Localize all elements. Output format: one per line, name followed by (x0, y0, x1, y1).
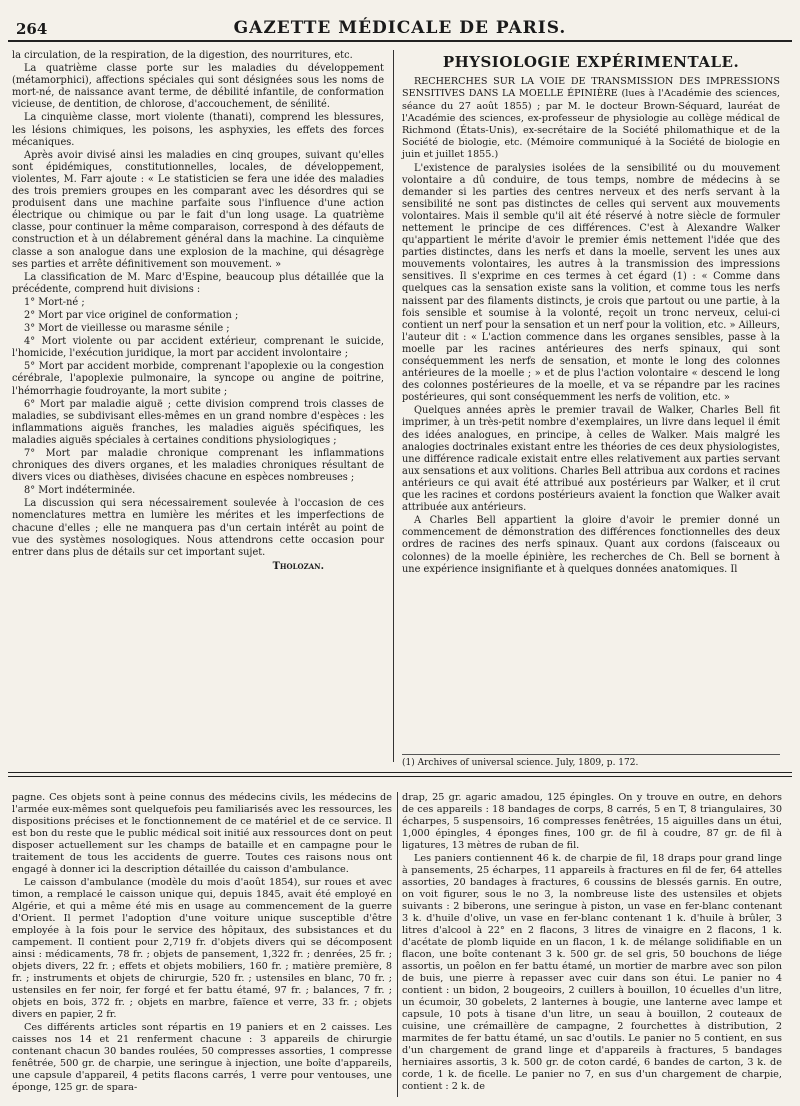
section-title: PHYSIOLOGIE EXPÉRIMENTALE. (442, 53, 740, 71)
paragraph: Les paniers contiennent 46 k. de charpie de fil, 18 draps pour grand linge à pansements, 25 écharpes, 11 appareils à fractures en fil de fer, 64 attelles assorties, 20 bandages à fractures, 6 coussins de blessés garnis. En outre, on voit figurer, sous le no 3, la nombreuse liste des ustensiles et objets suivants : 2 biberons, une seringue à piston, un vase en fer-blanc contenant 3 k. d'huile d'olive, un vase en fer-blanc contenant 1 k. d'huile à brûler, 3 litres d'alcool à 22° en 2 flacons, 3 litres de vinaigre en 2 flacons, 1 k. d'acétate de plomb liquide en un flacon, 1 k. de mélange solidifiable en un flacon, une boîte contenant 3 k. 500 gr. de sel gris, 50 bouchons de liége assortis, un poêlon en fer battu étamé, un mortier de marbre avec son pilon de buis, une pierre à repasser avec cuir dans son étui. Le panier no 4 contient : un bidon, 2 bougeoirs, 2 cuillers à bouillon, 10 écuelles d'un litre, un écumoir, 30 gobelets, 2 lanternes à bougie, une lanterne avec lampe et capsule, 10 pots à tisane d'un litre, un seau à bouillon, 2 couteaux de cuisine, une crémaillère de campagne, 2 fourchettes à distribution, 2 marmites de fer battu étamé, un sac d'outils. Le panier no 5 contient, en sus d'un chargement de grand linge et d'appareils à fractures, 5 bandages herniaires assortis, 3 k. 500 gr. de coton cardé, 6 bandes de carton, 3 k. de corde, 1 k. de ficelle. Le panier no 7, en sus d'un chargement de charpie, contient : 2 k. de (402, 853, 782, 1092)
bottom-right-column (402, 792, 782, 1094)
right-column (402, 53, 780, 577)
footnote: (1) Archives of universal science. July, 1809, p. 172. (402, 754, 780, 768)
paragraph: Le caisson d'ambulance (modèle du mois d'août 1854), sur roues et avec timon, a remplacé le caisson unique qui, depuis 1845, avait été employé en Algérie, et qui a même été mis en usage au commencement de la guerre d'Orient. Il permet l'adoption d'une voiture unique susceptible d'être employée à la fois pour le service des hôpitaux, des subsistances et du campement. Il contient pour 2,719 fr. d'objets divers qui se décomposent ainsi : médicaments, 78 fr. ; objets de pansement, 1,322 fr. ; denrées, 25 fr. ; objets divers, 22 fr. ; effets et objets mobiliers, 160 fr. ; matière première, 8 fr. ; instruments et objets de chirurgie, 520 fr. ; ustensiles en blanc, 70 fr. ; ustensiles en fer noir, fer forgé et fer battu étamé, 97 fr. ; balances, 7 fr. ; objets en bois, 372 fr. ; objets en marbre, faïence et verre, 33 fr. ; objets divers en papier, 2 fr. (12, 877, 392, 1020)
paragraph: pagne. Ces objets sont à peine connus des médecins civils, les médecins de l'armée eux-mêmes sont quelquefois peu familiarisés avec les ressources, les dispositions précises et le fonctionnement de ce matériel et de ce service. Il est bon du reste que le public médical soit initié aux ressources dont on peut disposer actuellement sur les champs de bataille et en campagne pour le traitement de tous les accidents de guerre. Toutes ces raisons nous ont engagé à donner ici la description détaillée du caisson d'ambulance. (12, 792, 392, 875)
column-divider (397, 792, 398, 1097)
paragraph: Après avoir divisé ainsi les maladies en cinq groupes, suivant qu'elles sont épidémiques, constitutionnelles, locales, de développement, violentes, M. Farr ajoute : « Le statisticien se fera une idée des maladies des trois premiers groupes en les comparant avec les désordres qui se produisent dans une machine parfaite sous l'influence d'une action électrique ou chimique ou par le fait d'un long usage. La quatrième classe, pour continuer la même comparaison, correspond à des défauts de construction et à un délabrement général dans la machine. La cinquième classe a son analogue dans une explosion de la machine, qui désagrège ses parties et arrête définitivement son mouvement. » (12, 149, 384, 270)
paragraph: La discussion qui sera nécessairement soulevée à l'occasion de ces nomenclatures mettra en lumière les mérites et les imperfections de chacune d'elles ; elle ne manquera pas d'un certain intérêt au point de vue des systèmes nosologiques. Nous attendrons cette occasion pour entrer dans plus de détails sur cet important sujet. (12, 498, 384, 558)
left-column (12, 50, 384, 573)
bottom-left-column (12, 792, 392, 1095)
journal-title: GAZETTE MÉDICALE DE PARIS. (233, 18, 567, 38)
column-divider (393, 50, 394, 762)
division-item: 2° Mort par vice originel de conformation ; (24, 309, 239, 321)
paragraph: La quatrième classe porte sur les maladies du développement (métamorphici), affections spéciales qui sont désignées sous les noms de mort-né, de naissance avant terme, de débilité infantile, de conformation vicieuse, de dentition, de chlorose, d'accouchement, de sénilité. (12, 63, 384, 111)
division-item: 5° Mort par accident morbide, comprenant l'apoplexie ou la congestion cérébrale, l'apoplexie pulmonaire, la syncope ou angine de poitrine, l'hémorrhagie foudroyante, la mort subite ; (12, 361, 384, 397)
page-number: 264 (16, 20, 48, 38)
division-item: 8° Mort indéterminée. (24, 485, 136, 497)
paragraph: La cinquième classe, mort violente (thanati), comprend les blessures, les lésions chimiques, les poisons, les asphyxies, les effets des forces mécaniques. (12, 112, 384, 148)
paragraph: La classification de M. Marc d'Espine, beaucoup plus détaillée que la précédente, comprend huit divisions : (12, 271, 384, 295)
author-signature: Tholozan. (272, 560, 324, 572)
paragraph: A Charles Bell appartient la gloire d'avoir le premier donné un commencement de démonstration des différences fonctionnelles des deux ordres de racines des nerfs spinaux. Quant aux cordons (faisceaux ou colonnes) de la moelle épinière, les recherches de Ch. Bell se bornent à une expérience insignifiante et à quelques données anatomiques. Il (402, 515, 780, 575)
section-divider (8, 776, 792, 777)
paragraph: la circulation, de la respiration, de la digestion, des nourritures, etc. (12, 50, 353, 61)
section-divider (8, 772, 792, 773)
division-item: 7° Mort par maladie chronique comprenant les inflammations chroniques des divers organes, et les maladies chroniques résultant de divers vices ou diathèses, divisées chacune en espèces nombreuses ; (12, 448, 384, 484)
paragraph: Quelques années après le premier travail de Walker, Charles Bell fit imprimer, à un très-petit nombre d'exemplaires, un livre dans lequel il émit des idées analogues, en principe, à celles de Walker. Mais malgré les analogies doctrinales existant entre les théories de ces deux physiologistes, une différence radicale existait entre elles relativement aux parties servant aux sensations et aux volitions. Charles Bell attribua aux cordons et racines antérieurs ce qui avait été attribué aux postérieurs par Walker, et il crut que les racines et cordons postérieurs avaient la fonction que Walker avait attribuée aux antérieurs. (402, 405, 780, 514)
page-header (8, 18, 792, 42)
division-item: 6° Mort par maladie aiguë ; cette division comprend trois classes de maladies, se subdivisant elles-mêmes en un grand nombre d'espèces : les inflammations aiguës franches, les maladies aiguës spécifiques, les maladies aiguës spéciales à certaines conditions physiologiques ; (12, 398, 384, 446)
paragraph: Ces différents articles sont répartis en 19 paniers et en 2 caisses. Les caisses nos 14 et 21 renferment chacune : 3 appareils de chirurgie contenant chacun 30 bandes roulées, 50 compresses assorties, 1 compresse fenêtrée, 500 gr. de charpie, une seringue à injection, une boîte d'appareils, une capsule d'appareil, 4 petits flacons carrés, 1 verre pour ventouses, une éponge, 125 gr. de spara- (12, 1022, 392, 1093)
paragraph: L'existence de paralysies isolées de la sensibilité ou du mouvement volontaire a dû conduire, de tous temps, nombre de médecins à se demander si les parties des centres nerveux et des nerfs servant à la sensibilité ne sont pas distinctes de celles qui servent aux mouvements volontaires. Mais il semble qu'il ait été réservé à notre siècle de formuler nettement le principe de ces différences. C'est à Alexandre Walker qu'appartient le mérite d'avoir le premier émis nettement l'idée que des parties distinctes, dans les nerfs et dans la moelle, servent les unes aux mouvements volontaires, les autres à la transmission des impressions sensitives. Il s'exprime en ces termes à cet égard (1) : « Comme dans quelques cas la sensation existe sans la volition, et comme tous les nerfs naissent par des filaments distincts, je crois que partout ou une partie, à la fois sensible et soumise à la volonté, reçoit un tronc nerveux, celui-ci contient un nerf pour la sensation et un nerf pour la volition, etc. » Ailleurs, l'auteur dit : « L'action commence dans les organes sensibles, passe à la moelle par les racines antérieures des nerfs spinaux, qui sont conséquemment les nerfs de sensation, et monte le long des colonnes antérieures de la moelle ; » et de plus l'action volontaire « descend le long des colonnes postérieures de la moelle, et va se répandre par les racines postérieures, qui sont conséquemment les nerfs de volition, etc. » (402, 162, 780, 404)
division-item: 1° Mort-né ; (24, 296, 85, 308)
paragraph: drap, 25 gr. agaric amadou, 125 épingles. On y trouve en outre, en dehors de ces appareils : 18 bandages de corps, 8 carrés, 5 en T, 8 triangulaires, 30 écharpes, 5 suspensoirs, 16 compresses fenêtrées, 15 aiguilles dans un étui, 1,000 épingles, 4 éponges fines, 100 gr. de fil à coudre, 87 gr. de fil à ligatures, 13 mètres de ruban de fil. (402, 792, 782, 851)
article-title: RECHERCHES SUR LA VOIE DE TRANSMISSION DES IMPRESSIONS SENSITIVES DANS LA MOELLE ÉPINIÈRE (lues à l'Académie des sciences, séance du 27 août 1855) ; par M. le docteur Brown-Séquard, lauréat de l'Académie des sciences, ex-professeur de physiologie au collège médical de Richmond (États-Unis), ex-secrétaire de la Société philomathique et de la Société de biologie, etc. (Mémoire communiqué à la Société de biologie en juin et juillet 1855.) (402, 76, 780, 161)
division-item: 4° Mort violente ou par accident extérieur, comprenant le suicide, l'homicide, l'exécution juridique, la mort par accident involontaire ; (12, 336, 384, 360)
division-item: 3° Mort de vieillesse ou marasme sénile ; (24, 323, 230, 335)
